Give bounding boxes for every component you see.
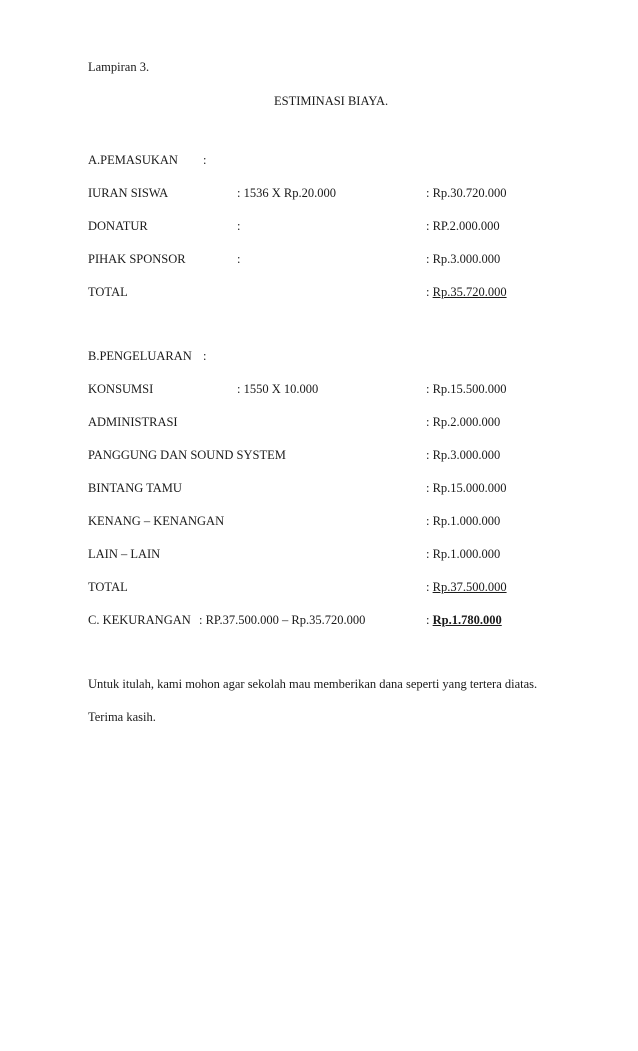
- lampiran-label: Lampiran 3.: [88, 60, 150, 74]
- shortfall-value: Rp.1.780.000: [432, 613, 502, 627]
- shortfall-amount: [426, 613, 502, 628]
- closing-thanks: Terima kasih.: [88, 710, 156, 724]
- section-a-heading: A.PEMASUKAN: [88, 153, 178, 167]
- income-amount: : Rp.30.720.000: [426, 186, 507, 200]
- expense-amount: : Rp.3.000.000: [426, 448, 501, 462]
- expense-label: ADMINISTRASI: [88, 415, 178, 429]
- income-amount: : RP.2.000.000: [426, 219, 500, 233]
- expense-label: KENANG – KENANGAN: [88, 514, 225, 528]
- expense-amount: : Rp.1.000.000: [426, 514, 501, 528]
- income-total-colon: :: [426, 285, 433, 299]
- income-calc: :: [237, 219, 241, 233]
- income-amount: : Rp.3.000.000: [426, 252, 501, 266]
- expense-amount: : Rp.2.000.000: [426, 415, 501, 429]
- expense-label: KONSUMSI: [88, 382, 154, 396]
- section-a-colon: :: [203, 153, 207, 167]
- income-calc: :: [237, 252, 241, 266]
- income-label: PIHAK SPONSOR: [88, 252, 186, 266]
- expense-total-label: TOTAL: [88, 580, 128, 594]
- income-label: DONATUR: [88, 219, 148, 233]
- expense-total-value: Rp.37.500.000: [432, 580, 507, 594]
- section-b-colon: :: [203, 349, 207, 363]
- shortfall-calc: : RP.37.500.000 – Rp.35.720.000: [199, 613, 366, 627]
- closing-request: Untuk itulah, kami mohon agar sekolah mau memberikan dana seperti yang tertera diatas.: [88, 677, 538, 691]
- income-total-label: TOTAL: [88, 285, 128, 299]
- income-calc: : 1536 X Rp.20.000: [237, 186, 336, 200]
- shortfall-colon: :: [426, 613, 433, 627]
- expense-total-amount: [426, 580, 507, 595]
- expense-calc: : 1550 X 10.000: [237, 382, 319, 396]
- expense-total-colon: :: [426, 580, 433, 594]
- expense-label: PANGGUNG DAN SOUND SYSTEM: [88, 448, 286, 462]
- section-b-heading: B.PENGELUARAN: [88, 349, 192, 363]
- expense-amount: : Rp.1.000.000: [426, 547, 501, 561]
- shortfall-label: C. KEKURANGAN: [88, 613, 191, 627]
- document-title: ESTIMINASI BIAYA.: [274, 94, 389, 108]
- expense-amount: : Rp.15.000.000: [426, 481, 507, 495]
- income-total-value: Rp.35.720.000: [432, 285, 507, 299]
- expense-label: LAIN – LAIN: [88, 547, 161, 561]
- income-total-amount: [426, 285, 507, 300]
- expense-amount: : Rp.15.500.000: [426, 382, 507, 396]
- income-label: IURAN SISWA: [88, 186, 169, 200]
- expense-label: BINTANG TAMU: [88, 481, 182, 495]
